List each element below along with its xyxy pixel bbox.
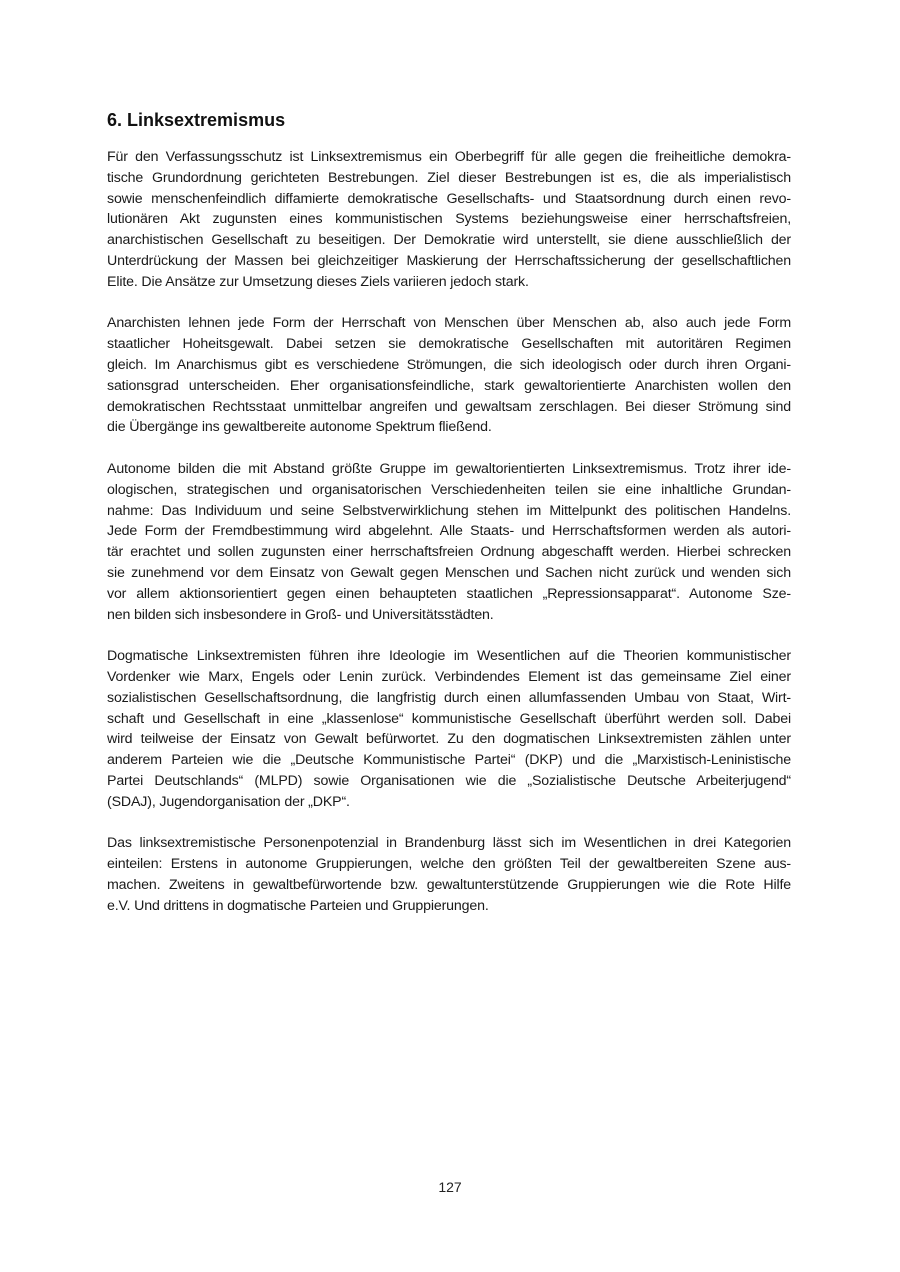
paragraph-line: einteilen: Erstens in autonome Gruppierungen, welche den größten Teil der gewaltbereiten Szene aus-: [107, 856, 791, 873]
paragraph-line: wird teilweise der Einsatz von Gewalt befürwortet. Zu den dogmatischen Linksextremisten zählen unter: [107, 731, 791, 748]
paragraph-line: schaft und Gesellschaft in eine „klassenlose“ kommunistische Gesellschaft überführt werden soll. Dabei: [107, 710, 791, 727]
paragraph-line: gleich. Im Anarchismus gibt es verschiedene Strömungen, die sich ideologisch oder durch ihren Organi-: [107, 356, 791, 373]
paragraph-line: Dogmatische Linksextremisten führen ihre Ideologie im Wesentlichen auf die Theorien kommunistischer: [107, 648, 791, 665]
paragraph-line: Vordenker wie Marx, Engels oder Lenin zurück. Verbindendes Element ist das gemeinsame Ziel einer: [107, 668, 791, 685]
page-content: [107, 108, 791, 937]
paragraph-line: Für den Verfassungsschutz ist Linksextremismus ein Oberbegriff für alle gegen die freiheitliche demokra-: [107, 149, 791, 165]
paragraph: [107, 646, 791, 812]
paragraph-line: Elite. Die Ansätze zur Umsetzung dieses Ziels variieren jedoch stark.: [107, 273, 529, 290]
paragraph-line: sozialistischen Gesellschaftsordnung, die langfristig durch einen allumfassenden Umbau von Staat, Wirt-: [107, 689, 791, 706]
paragraph-line: sie zunehmend vor dem Einsatz von Gewalt gegen Menschen und Sachen nicht zurück und wenden sich: [107, 564, 791, 581]
paragraph: [107, 833, 791, 916]
paragraph-line: staatlicher Hoheitsgewalt. Dabei setzen sie demokratische Gesellschaften mit autoritären Regimen: [107, 336, 791, 353]
paragraph: [107, 459, 791, 625]
paragraph-line: sowie menschenfeindlich diffamierte demokratische Gesellschafts- und Staatsordnung durch einen revo-: [107, 190, 791, 207]
paragraph-line: die Übergänge ins gewaltbereite autonome Spektrum fließend.: [107, 419, 492, 436]
page-number: 127: [438, 1179, 462, 1195]
paragraph: [107, 313, 791, 438]
paragraph-line: Anarchisten lehnen jede Form der Herrschaft von Menschen über Menschen ab, also auch jede Form: [107, 315, 791, 332]
paragraph-line: anarchistischen Gesellschaft zu beseitigen. Der Demokratie wird unterstellt, sie diene ausschließlich der: [107, 232, 791, 249]
paragraph-line: e.V. Und drittens in dogmatische Parteien und Gruppierungen.: [107, 897, 489, 914]
body-text: [107, 147, 791, 916]
paragraph-line: lutionären Akt zugunsten eines kommunistischen Systems beziehungsweise einer herrschaftsfreien,: [107, 211, 791, 228]
paragraph-line: machen. Zweitens in gewaltbefürwortende bzw. gewaltunterstützende Gruppierungen wie die Rote Hilfe: [107, 876, 791, 893]
paragraph: [107, 147, 791, 293]
paragraph-line: Jede Form der Fremdbestimmung wird abgelehnt. Alle Staats- und Herrschaftsformen werden als autori-: [107, 523, 791, 540]
paragraph-line: ologischen, strategischen und organisatorischen Verschiedenheiten teilen sie eine inhaltliche Grundan-: [107, 481, 791, 498]
paragraph-line: sationsgrad unterscheiden. Eher organisationsfeindliche, stark gewaltorientierte Anarchisten wollen den: [107, 377, 791, 394]
paragraph-line: anderem Parteien wie die „Deutsche Kommunistische Partei“ (DKP) und die „Marxistisch-Leninistische: [107, 752, 791, 769]
paragraph-line: Partei Deutschlands“ (MLPD) sowie Organisationen wie die „Sozialistische Deutsche Arbeiterjugend“: [107, 772, 791, 789]
paragraph-line: tär erachtet und sollen zugunsten einer herrschaftsfreien Ordnung abgeschafft werden. Hierbei schrecken: [107, 544, 791, 561]
paragraph-line: nahme: Das Individuum und seine Selbstverwirklichung stehen im Mittelpunkt des politischen Handelns.: [107, 502, 791, 519]
paragraph-line: Unterdrückung der Massen bei gleichzeitiger Maskierung der Herrschaftssicherung der gesellschaftlichen: [107, 252, 791, 269]
paragraph-line: vor allem aktionsorientiert gegen einen behaupteten staatlichen „Repressionsapparat“. Autonome Sze-: [107, 585, 791, 602]
paragraph-line: Autonome bilden die mit Abstand größte Gruppe im gewaltorientierten Linksextremismus. Trotz ihrer ide-: [107, 460, 791, 477]
paragraph-line: tische Grundordnung gerichteten Bestrebungen. Ziel dieser Bestrebungen ist es, die als imperialistisch: [107, 169, 791, 186]
paragraph-line: nen bilden sich insbesondere in Groß- und Universitätsstädten.: [107, 606, 494, 623]
section-heading: 6. Linksextremismus: [107, 110, 286, 130]
paragraph-line: Das linksextremistische Personenpotenzial in Brandenburg lässt sich im Wesentlichen in drei Kategorien: [107, 835, 791, 852]
paragraph-line: (SDAJ), Jugendorganisation der „DKP“.: [107, 793, 350, 810]
paragraph-line: demokratischen Rechtsstaat unmittelbar angreifen und gewaltsam zerschlagen. Bei dieser Strömung sind: [107, 398, 791, 415]
